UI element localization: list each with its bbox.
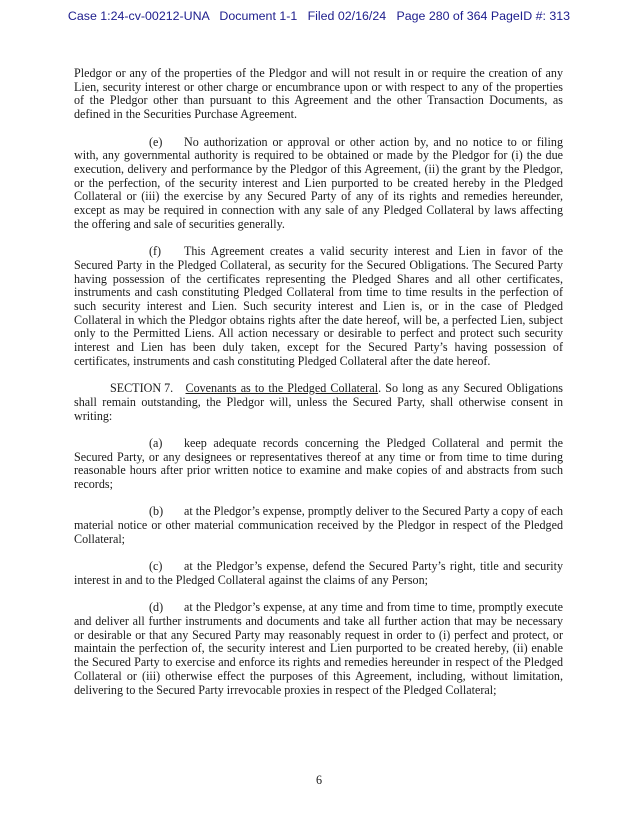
- paragraph-text: No authorization or approval or other action by, and no notice to or filing with, any governmental authority is required to be obtained or made by the Pledgor for (i) the due execution, delivery and performance by the Pledgor of this Agreement, (ii) the grant by the Pledgor, or the perfection, of the security interest and Lien purported to be created hereby in the Pledged Collateral or (iii) the exercise by any Secured Party of any of its rights and remedies hereunder, except as may be required in connection with any sale of any Pledged Collateral by laws affecting the offering and sale of securities generally.: [74, 134, 563, 231]
- paragraph-text: This Agreement creates a valid security interest and Lien in favor of the Secured Party in the Pledged Collateral, as security for the Secured Obligations. The Secured Party having possession of the certificates representing the Pledged Shares and all other certificates, instruments and cash constituting Pledged Collateral from time to time results in the perfection of such security interest and Lien. Such security interest and Lien is, or in the case of Pledged Collateral in which the Pledgor obtains rights after the date hereof, will be, a perfected Lien, subject only to the Permitted Liens. All action necessary or desirable to perfect and protect such security interest and Lien has been duly taken, except for the Secured Party’s having possession of certificates, instruments and cash constituting Pledged Collateral after the date hereof.: [74, 244, 563, 368]
- paragraph-label: (b): [149, 504, 164, 519]
- paragraph-text: at the Pledgor’s expense, defend the Secured Party’s right, title and security interest in and to the Pledged Collateral against the claims of any Person;: [74, 559, 563, 587]
- paragraph-label: (a): [149, 435, 163, 450]
- paragraph-label: (f): [149, 244, 162, 259]
- page-id: PageID #: 313: [490, 9, 571, 23]
- paragraph-text: at the Pledgor’s expense, at any time and from time to time, promptly execute and deliver all further instruments and documents and take all further action that may be necessary or desirable or that any Secured Party may reasonably request in order to (i) perfect and protect, or maintain the perfection of, the security interest and Lien purported to be created hereby, (ii) enable the Secured Party to exercise and enforce its rights and remedies hereunder in respect of the Pledged Collateral or (iii) otherwise effect the purposes of this Agreement, including, without limitation, delivering to the Secured Party irrevocable proxies in respect of the Pledged Collateral;: [74, 600, 563, 697]
- paragraph-label: (e): [149, 134, 163, 149]
- page-count: Page 280 of 364: [396, 9, 488, 23]
- paragraph-text: keep adequate records concerning the Pledged Collateral and permit the Secured Party, or any designees or representatives thereof at any time or from time to time during reasonable hours after prior written notice to examine and make copies of and abstracts from such records;: [74, 435, 563, 492]
- paragraph-a: [74, 437, 563, 492]
- continuation-paragraph: Pledgor or any of the properties of the Pledgor and will not result in or require the creation of any Lien, security interest or other charge or encumbrance upon or with respect to any of the properties of the Pledgor other than pursuant to this Agreement and the other Transaction Documents, as defined in the Securities Purchase Agreement.: [74, 66, 563, 122]
- section-text: . So long as any Secured Obligations shall remain outstanding, the Pledgor will, unless the Secured Party, shall otherwise consent in writing:: [74, 381, 564, 423]
- document-body: [74, 67, 563, 711]
- case-number: Case 1:24-cv-00212-UNA: [67, 9, 210, 23]
- paragraph-c: [74, 560, 563, 587]
- section-heading: Covenants as to the Pledged Collateral: [185, 381, 379, 396]
- document-number: Document 1-1: [219, 9, 298, 23]
- paragraph-label: (c): [149, 559, 163, 574]
- section-7: [74, 382, 563, 423]
- paragraph-e: [74, 136, 563, 232]
- filed-date: Filed 02/16/24: [307, 9, 387, 23]
- paragraph-b: [74, 505, 563, 546]
- paragraph-label: (d): [149, 600, 164, 615]
- paragraph-f: [74, 245, 563, 368]
- case-header: [0, 9, 638, 23]
- paragraph-d: [74, 601, 563, 697]
- page-number: 6: [315, 773, 323, 787]
- paragraph-text: at the Pledgor’s expense, promptly deliver to the Secured Party a copy of each material notice or other material communication received by the Pledgor in respect of the Pledged Collateral;: [74, 504, 563, 546]
- section-number: SECTION 7.: [110, 381, 174, 396]
